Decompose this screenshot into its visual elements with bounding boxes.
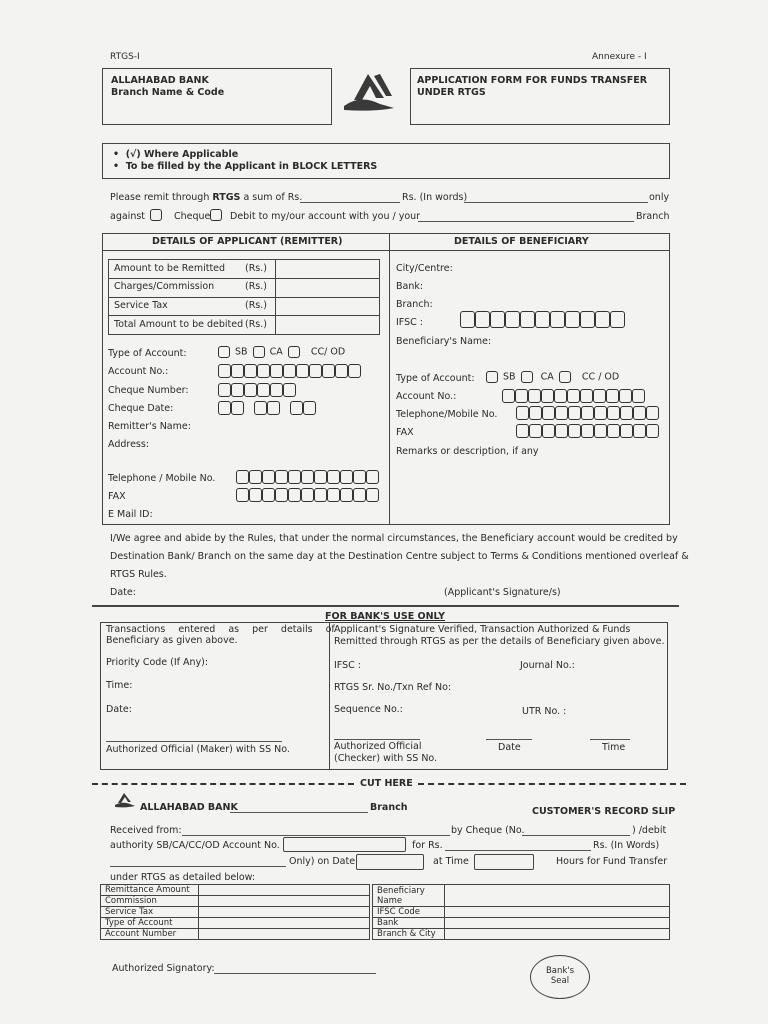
cheque-date-boxes-yy[interactable] bbox=[290, 401, 316, 415]
utr-no-label: UTR No. : bbox=[522, 706, 567, 717]
applicant-fax-boxes[interactable] bbox=[236, 488, 379, 502]
debit-branch-field[interactable] bbox=[418, 221, 634, 222]
charges-field[interactable] bbox=[277, 279, 379, 297]
slip-cell[interactable] bbox=[199, 907, 370, 918]
only-on-date-label: Only) on Date bbox=[289, 856, 356, 867]
charges-label: Charges/Commission bbox=[114, 281, 215, 292]
beneficiary-name-label: Beneficiary's Name: bbox=[396, 336, 492, 347]
slip-cell[interactable] bbox=[199, 896, 370, 907]
ca-label: CA bbox=[269, 346, 283, 358]
branch-name-code-label: Branch Name & Code bbox=[111, 87, 225, 98]
authority-label: authority SB/CA/CC/OD Account No. bbox=[110, 840, 280, 851]
priority-code-label: Priority Code (If Any): bbox=[106, 657, 209, 668]
amount-unit: (Rs.) bbox=[245, 263, 267, 274]
form-title-box bbox=[410, 68, 670, 125]
bank-use-heading: FOR BANK'S USE ONLY bbox=[325, 611, 445, 622]
form-code: RTGS-I bbox=[110, 52, 140, 62]
cheque-no-field[interactable] bbox=[522, 835, 630, 836]
cheque-number-boxes[interactable] bbox=[218, 383, 296, 397]
debit-label: Debit to my/our account with you / your bbox=[230, 211, 421, 222]
account-no-label: Account No.: bbox=[108, 366, 169, 377]
slip-time-field[interactable] bbox=[474, 854, 534, 870]
beneficiary-account-no-label: Account No.: bbox=[396, 391, 457, 402]
sb-label: SB bbox=[235, 346, 248, 358]
form-title-line1: APPLICATION FORM FOR FUNDS TRANSFER bbox=[417, 75, 648, 86]
email-label: E Mail ID: bbox=[108, 509, 153, 520]
beneficiary-account-no-boxes[interactable] bbox=[502, 389, 645, 403]
beneficiary-type-of-account-label: Type of Account: bbox=[396, 373, 475, 384]
slip-date-field[interactable] bbox=[356, 854, 424, 870]
beneficiary-telephone-label: Telephone/Mobile No. bbox=[396, 409, 498, 420]
checker-line2: (Checker) with SS No. bbox=[334, 753, 438, 764]
declaration-date-label: Date: bbox=[110, 587, 136, 598]
cheque-date-boxes-mm[interactable] bbox=[254, 401, 280, 415]
amount-words-field[interactable] bbox=[110, 866, 286, 867]
slip-account-no-field[interactable] bbox=[283, 837, 406, 852]
instruction-item: • (√) Where Applicable bbox=[113, 149, 239, 160]
slip-cell[interactable] bbox=[445, 907, 670, 918]
table-row: Commission bbox=[101, 896, 370, 907]
beneficiary-telephone-boxes[interactable] bbox=[516, 406, 659, 420]
received-from-label: Received from: bbox=[110, 825, 182, 836]
ca-checkbox[interactable] bbox=[253, 346, 265, 358]
slip-bank-name: ALLAHABAD BANK bbox=[140, 802, 238, 813]
slip-branch-field[interactable] bbox=[230, 812, 368, 813]
for-rs-field[interactable] bbox=[445, 850, 591, 851]
remit-amount-field[interactable] bbox=[300, 202, 400, 203]
instruction-item: • To be filled by the Applicant in BLOCK LETTERS bbox=[113, 161, 378, 172]
applicant-fax-label: FAX bbox=[108, 491, 126, 502]
bank-seal-circle bbox=[530, 955, 590, 999]
applicant-signature-label: (Applicant's Signature/s) bbox=[444, 587, 561, 598]
total-amount-field[interactable] bbox=[277, 316, 379, 334]
form-title-line2: UNDER RTGS bbox=[417, 87, 486, 98]
applicant-account-no-boxes[interactable] bbox=[218, 364, 361, 378]
declaration-line1: I/We agree and abide by the Rules, that under the normal circumstances, the Beneficiary account would be credited by bbox=[110, 533, 678, 544]
table-row: Branch & City bbox=[373, 929, 670, 940]
maker-label: Authorized Official (Maker) with SS No. bbox=[106, 744, 290, 755]
beneficiary-fax-label: FAX bbox=[396, 427, 414, 438]
amount-unit: (Rs.) bbox=[245, 319, 267, 330]
under-rtgs-label: under RTGS as detailed below: bbox=[110, 872, 256, 883]
amount-table bbox=[108, 259, 380, 335]
customer-record-slip-title: CUSTOMER'S RECORD SLIP bbox=[532, 806, 676, 817]
signatory-field[interactable] bbox=[214, 973, 376, 974]
applicant-telephone-boxes[interactable] bbox=[236, 470, 379, 484]
table-row: Remittance Amount bbox=[101, 885, 370, 896]
remit-words-label: Rs. (In words) bbox=[402, 192, 468, 203]
bank-name-box bbox=[102, 68, 332, 125]
table-row: Service Tax bbox=[101, 907, 370, 918]
bank-use-left-line2: Beneficiary as given above. bbox=[106, 635, 238, 646]
bank-label: Bank: bbox=[396, 281, 424, 292]
rs-words-label: Rs. (In Words) bbox=[593, 840, 660, 851]
bank-use-right-line1: Applicant's Signature Verified, Transaction Authorized & Funds bbox=[334, 624, 631, 635]
applicant-heading: DETAILS OF APPLICANT (REMITTER) bbox=[152, 236, 343, 247]
beneficiary-cc-od-checkbox[interactable] bbox=[559, 371, 571, 383]
address-label: Address: bbox=[108, 439, 150, 450]
sb-label: SB bbox=[503, 371, 516, 383]
remit-words-field[interactable] bbox=[464, 202, 648, 203]
applicant-telephone-label: Telephone / Mobile No. bbox=[108, 473, 216, 484]
total-amount-label: Total Amount to be debited bbox=[114, 319, 244, 330]
slip-cell[interactable] bbox=[199, 885, 370, 896]
against-label: against bbox=[110, 211, 146, 222]
service-tax-field[interactable] bbox=[277, 298, 379, 315]
authorized-signatory-label: Authorized Signatory: bbox=[112, 963, 215, 974]
seal-line1: Bank's bbox=[545, 966, 575, 976]
table-row: Type of Account bbox=[101, 918, 370, 929]
checker-time-label: Time bbox=[602, 742, 626, 753]
rtgs-sr-label: RTGS Sr. No./Txn Ref No: bbox=[334, 682, 452, 693]
checker-line1: Authorized Official bbox=[334, 741, 422, 752]
cc-od-checkbox[interactable] bbox=[288, 346, 300, 358]
declaration-line2: Destination Bank/ Branch on the same day at the Destination Centre subject to Terms & Conditions mentioned overleaf & bbox=[110, 551, 689, 562]
slip-cell[interactable] bbox=[445, 929, 670, 940]
remitter-name-label: Remitter's Name: bbox=[108, 421, 191, 432]
sequence-no-label: Sequence No.: bbox=[334, 704, 403, 715]
type-of-account-label: Type of Account: bbox=[108, 348, 187, 359]
declaration-line3: RTGS Rules. bbox=[110, 569, 167, 580]
bank-time-label: Time: bbox=[106, 680, 133, 691]
ifsc-label: IFSC : bbox=[396, 317, 423, 328]
amount-remitted-field[interactable] bbox=[277, 260, 379, 278]
cheque-date-label: Cheque Date: bbox=[108, 403, 174, 414]
cheque-label: Cheque bbox=[174, 211, 211, 222]
service-tax-label: Service Tax bbox=[114, 300, 168, 311]
sb-checkbox[interactable] bbox=[218, 346, 230, 358]
beneficiary-sb-checkbox[interactable] bbox=[486, 371, 498, 383]
ifsc-boxes[interactable] bbox=[460, 311, 625, 328]
branch-label: Branch bbox=[636, 211, 670, 222]
debit-checkbox[interactable] bbox=[210, 209, 222, 221]
amount-unit: (Rs.) bbox=[245, 281, 267, 292]
table-row: Account Number bbox=[101, 929, 370, 940]
bank-logo-icon bbox=[340, 70, 398, 114]
cc-od-label: CC / OD bbox=[581, 371, 620, 383]
slip-cell[interactable] bbox=[445, 885, 670, 907]
bank-ifsc-label: IFSC : bbox=[334, 660, 361, 671]
cheque-checkbox[interactable] bbox=[150, 209, 162, 221]
checker-date-label: Date bbox=[498, 742, 521, 753]
beneficiary-ca-checkbox[interactable] bbox=[521, 371, 533, 383]
bank-use-right-line2: Remitted through RTGS as per the details of Beneficiary given above. bbox=[334, 636, 665, 647]
slip-bank-logo-icon bbox=[114, 792, 136, 808]
slip-cell[interactable] bbox=[199, 929, 370, 940]
debit-label-slip: ) /debit bbox=[632, 825, 667, 836]
table-row: Bank bbox=[373, 918, 670, 929]
journal-no-label: Journal No.: bbox=[520, 660, 575, 671]
amount-unit: (Rs.) bbox=[245, 300, 267, 311]
bank-date-label: Date: bbox=[106, 704, 132, 715]
bank-name: ALLAHABAD BANK bbox=[111, 75, 209, 86]
at-time-label: at Time bbox=[433, 856, 469, 867]
table-row: IFSC Code bbox=[373, 907, 670, 918]
ca-label: CA bbox=[540, 371, 554, 383]
instructions-box bbox=[102, 143, 670, 179]
slip-branch-label: Branch bbox=[370, 802, 408, 813]
cc-od-label: CC/ OD bbox=[310, 346, 346, 358]
amount-remitted-label: Amount to be Remitted bbox=[114, 263, 226, 274]
cut-line-right bbox=[418, 783, 686, 785]
slip-left-table bbox=[100, 884, 370, 940]
annexure-label: Annexure - I bbox=[592, 52, 647, 62]
beneficiary-branch-label: Branch: bbox=[396, 299, 433, 310]
remit-prefix: Please remit through RTGS a sum of Rs. bbox=[110, 192, 303, 203]
hours-label: Hours for Fund Transfer bbox=[556, 856, 668, 867]
beneficiary-heading: DETAILS OF BENEFICIARY bbox=[454, 236, 589, 247]
cheque-number-label: Cheque Number: bbox=[108, 385, 189, 396]
city-label: City/Centre: bbox=[396, 263, 453, 274]
received-from-field[interactable] bbox=[182, 835, 450, 836]
slip-right-table: Beneficiary Name IFSC Code Bank Branch & City bbox=[372, 884, 670, 940]
remit-only-label: only bbox=[649, 192, 670, 203]
slip-cell[interactable] bbox=[199, 918, 370, 929]
beneficiary-fax-boxes[interactable] bbox=[516, 424, 659, 438]
seal-line2: Seal bbox=[550, 976, 570, 986]
for-rs-label: for Rs. bbox=[412, 840, 443, 851]
cut-here-label: CUT HERE bbox=[360, 778, 413, 789]
cheque-date-boxes-dd[interactable] bbox=[218, 401, 244, 415]
slip-cell[interactable] bbox=[445, 918, 670, 929]
remarks-label: Remarks or description, if any bbox=[396, 446, 539, 457]
cut-line-left bbox=[92, 783, 354, 785]
bank-use-left-line1: Transactions entered as per details of bbox=[106, 624, 335, 635]
by-cheque-label: by Cheque (No. bbox=[451, 825, 525, 836]
